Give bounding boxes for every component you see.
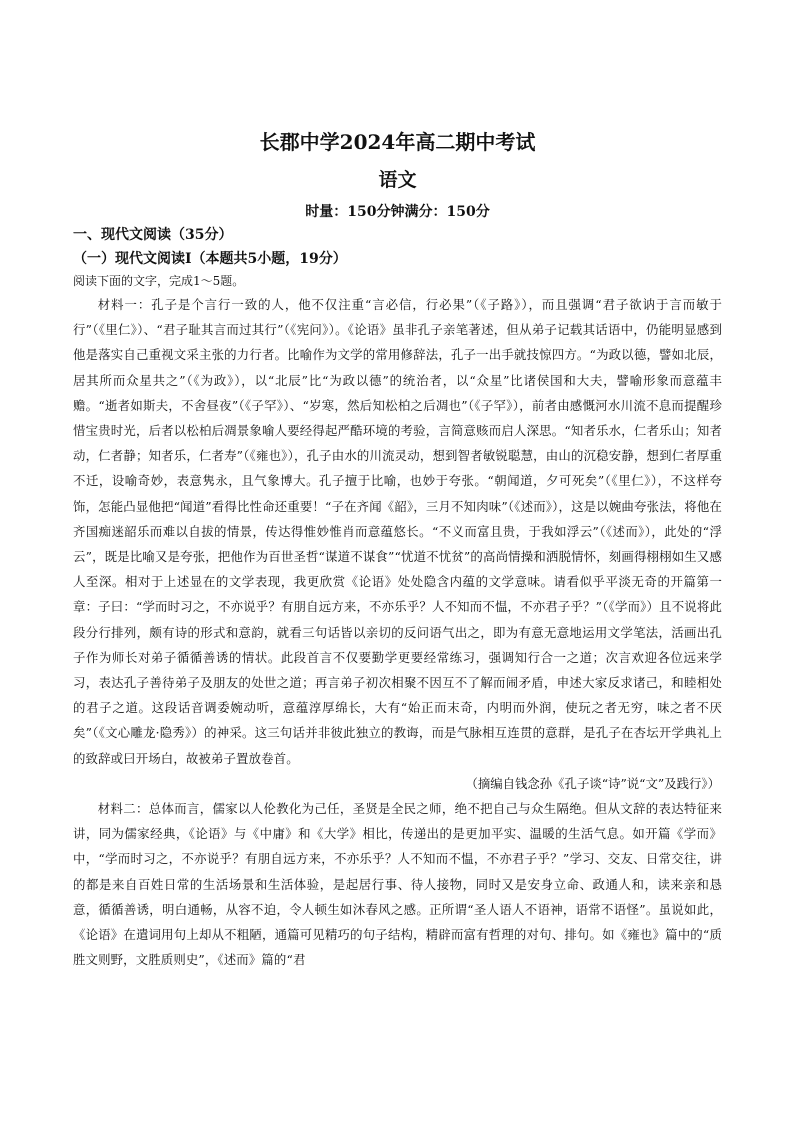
exam-title: 长郡中学2024年高二期中考试 — [259, 130, 536, 154]
material-two-text: 材料二：总体而言，儒家以人伦教化为己任，圣贤是全民之师，绝不把自己与众生隔绝。但从文辞的表达特征来讲，同为儒家经典，《论语》与《中庸》和《大学》相比，传递出的是更加平实、温暖的生活气息。如开篇《学而》中，“学而时习之，不亦说乎？有朋自远方来，不亦乐乎？人不知而不愠，不亦君子乎？”学习、交友、日常交往，讲的都是来自百姓日常的生活场景和生活体验，是起居行事、待人接物，同时又是安身立命、政通人和，读来亲和恳意，循循善诱，明白通畅，从容不迫，令人顿生如沐春风之感。正所谓“圣人语人不语神，语常不语怪”。虽说如此，《论语》在遣词用句上却从不粗陋，通篇可见精巧的句子结构，精辟而富有哲理的对句、排句。如《雍也》篇中的“质胜文则野，文胜质则史”，《述而》篇的“君 — [73, 801, 722, 968]
exam-meta: 时量：150分钟满分：150分 — [305, 204, 490, 220]
material-one-text: 材料一：孔子是个言行一致的人，他不仅注重“言必信，行必果”（《子路》），而且强调“君子欲讷于言而敏于行”（《里仁》）、“君子耻其言而过其行”（《宪问》）。《论语》虽非孔子亲笔著述，但从弟子记载其话语中，仍能明显感到他是落实自己重视文采主张的力行者。比喻作为文学的常用修辞法，孔子一出手就技惊四方。“为政以德，譬如北辰，居其所而众星共之”（《为政》），以“北辰”比“为政以德”的统治者，以“众星”比诸侯国和大夫，譬喻形象而意蕴丰赡。“逝者如斯夫，不舍昼夜”（《子罕》）、“岁寒，然后知松柏之后凋也”（《子罕》），前者由感慨河水川流不息而提醒珍惜宝贵时光，后者以松柏后凋景象喻人要经得起严酷环境的考验，言简意赅而启人深思。“知者乐水，仁者乐山；知者动，仁者静；知者乐，仁者寿”（《雍也》），孔子由水的川流灵动，想到智者敏锐聪慧，由山的沉稳安静，想到仁者厚重不迁，设喻奇妙，表意隽永，且气象博大。孔子擅于比喻，也妙于夸张。“朝闻道，夕可死矣”（《里仁》），不这样夸饰，怎能凸显他把“闻道”看得比性命还重要！“子在齐闻《韶》，三月不知肉味”（《述而》），这是以婉曲夸张法，将他在齐国痴迷韶乐而难以自拔的情景，传达得惟妙惟肖而意蕴悠长。“不义而富且贵，于我如浮云”（《述而》），此处的“浮云”，既是比喻又是夸张，把他作为百世圣哲“谋道不谋食”“忧道不忧贫”的高尚情操和洒脱情怀，刻画得栩栩如生又感人至深。相对于上述显在的文学表现，我更欣赏《论语》处处隐含内蕴的文学意味。请看似乎平淡无奇的开篇第一章：子曰：“学而时习之，不亦说乎？有朋自远方来，不亦乐乎？人不知而不愠，不亦君子乎？”（《学而》）且不说将此段分行排列，颇有诗的形式和意韵，就看三句话皆以亲切的反问语气出之，即为有意无意地运用文学笔法，活画出孔子作为师长对弟子循循善诱的情状。此段首言不仅要勤学更要经常练习，强调知行合一之道；次言欢迎各位远来学习，表达孔子善待弟子及朋友的处世之道；再言弟子初次相聚不因互不了解而闹矛盾，申述大家反求诸己，和睦相处的君子之道。这段话音调委婉动听，意蕴淳厚绵长，大有“始正而末奇，内明而外润，使玩之者无穷，味之者不厌矣”（《文心雕龙·隐秀》）的神采。这三句话并非彼此独立的教诲，而是气脉相互连贯的意群，是孔子在杏坛开学典礼上的致辞或曰开场白，故被弟子置放卷首。 — [73, 297, 722, 766]
subject-title: 语文 — [378, 169, 417, 191]
section-heading: 一、现代文阅读（35分） — [73, 227, 233, 243]
subsection-heading: （一）现代文阅读Ⅰ（本题共5小题，19分） — [73, 251, 347, 267]
reading-instruction: 阅读下面的文字，完成1～5题。 — [73, 274, 245, 288]
material-one-source: （摘编自钱念孙《孔子谈“诗”说“文”及践行》） — [465, 775, 720, 791]
